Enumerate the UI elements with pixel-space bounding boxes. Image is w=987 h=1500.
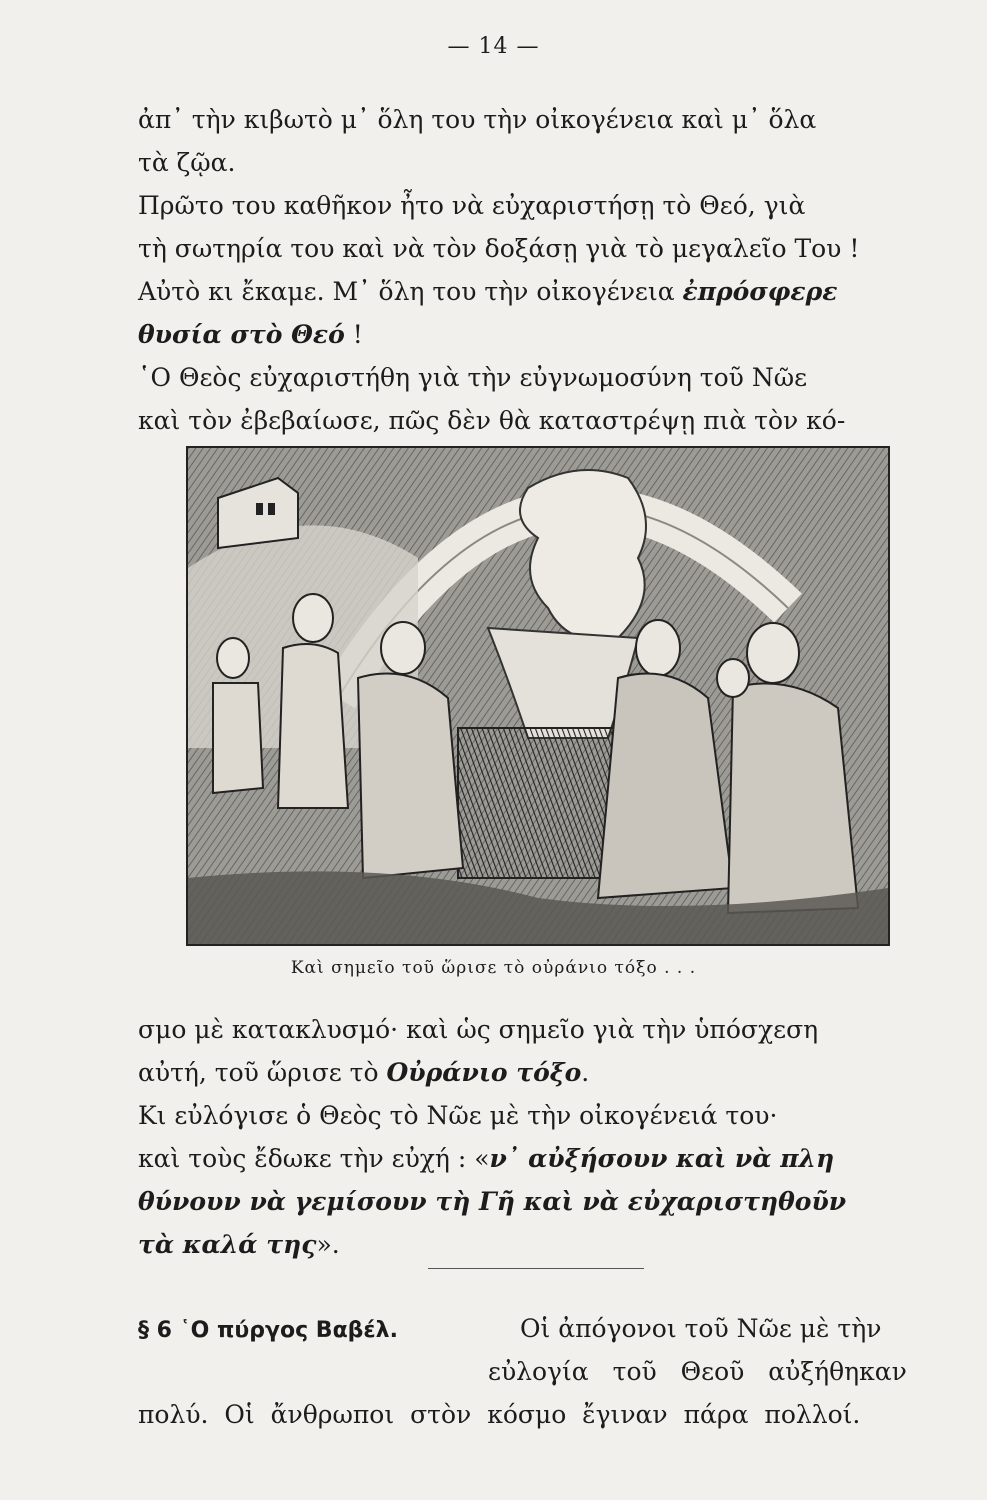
emphasis: τὰ καλά της: [138, 1230, 317, 1259]
text-line: τὰ ζῷα.: [138, 148, 236, 177]
text-line: ῾Ο Θεὸς εὐχαριστήθη γιὰ τὴν εὐγνωμοσύνη τοῦ Νῶε: [138, 363, 808, 392]
text-line: Πρῶτο του καθῆκον ἦτο νὰ εὐχαριστήσῃ τὸ Θεό, γιὰ: [138, 191, 806, 220]
text-line: τὴ σωτηρία του καὶ νὰ τὸν δοξάσῃ γιὰ τὸ μεγαλεῖο Του !: [138, 234, 860, 263]
text-line: [138, 1051, 934, 1094]
illustration-drawing: [188, 448, 888, 944]
paragraph-2: [138, 184, 934, 356]
text-line: [138, 1137, 934, 1180]
emphasis: ν᾽ αὐξήσουν καὶ νὰ πλη: [489, 1144, 835, 1173]
text-run: .: [581, 1058, 590, 1087]
text-line: θύνουν νὰ γεμίσουν τὴ Γῆ καὶ νὰ εὐχαριστηθοῦν: [138, 1187, 847, 1216]
paragraph-1: [138, 98, 934, 184]
section-divider: [428, 1268, 644, 1269]
paragraph-5: [138, 1094, 934, 1266]
text-line: [138, 313, 934, 356]
text-line: Κι εὐλόγισε ὁ Θεὸς τὸ Νῶε μὲ τὴν οἰκογένειά του·: [138, 1101, 778, 1130]
text-line: σμο μὲ κατακλυσμό· καὶ ὡς σημεῖο γιὰ τὴν ὑπόσχεση: [138, 1015, 819, 1044]
figure-caption: Καὶ σημεῖο τοῦ ὥρισε τὸ οὐράνιο τόξο . . .: [290, 958, 697, 978]
paragraph-3: [138, 356, 934, 442]
paragraph-4: [138, 1008, 934, 1094]
text-line: [138, 1223, 934, 1266]
emphasis: Οὐράνιο τόξο: [386, 1058, 582, 1087]
page-number: — 14 —: [447, 34, 540, 59]
section-text-line: εὐλογία τοῦ Θεοῦ αὐξήθηκαν: [488, 1357, 907, 1386]
engraving-illustration: [186, 446, 890, 946]
text-run: Αὐτὸ κι ἔκαμε. Μ᾽ ὅλη του τὴν οἰκογένεια: [138, 277, 683, 306]
text-line: [138, 270, 934, 313]
emphasis: θυσία στὸ Θεό: [138, 320, 345, 349]
emphasis: ἐπρόσφερε: [682, 277, 838, 306]
text-run: αὐτή, τοῦ ὥρισε τὸ: [138, 1058, 387, 1087]
text-line: καὶ τὸν ἐβεβαίωσε, πῶς δὲν θὰ καταστρέψῃ πιὰ τὸν κό-: [138, 406, 846, 435]
section-text-line: πολύ. Οἱ ἄνθρωποι στὸν κόσμο ἔγιναν πάρα πολλοί.: [138, 1400, 861, 1429]
text-run: !: [344, 320, 363, 349]
text-line: ἀπ᾽ τὴν κιβωτὸ μ᾽ ὅλη του τὴν οἰκογένεια καὶ μ᾽ ὅλα: [138, 105, 817, 134]
text-run: ».: [316, 1230, 340, 1259]
section-heading: § 6 ῾Ο πύργος Βαβέλ.: [138, 1318, 398, 1343]
section-text-line: Οἱ ἀπόγονοι τοῦ Νῶε μὲ τὴν: [520, 1314, 882, 1343]
text-run: καὶ τοὺς ἔδωκε τὴν εὐχή : «: [138, 1144, 490, 1173]
